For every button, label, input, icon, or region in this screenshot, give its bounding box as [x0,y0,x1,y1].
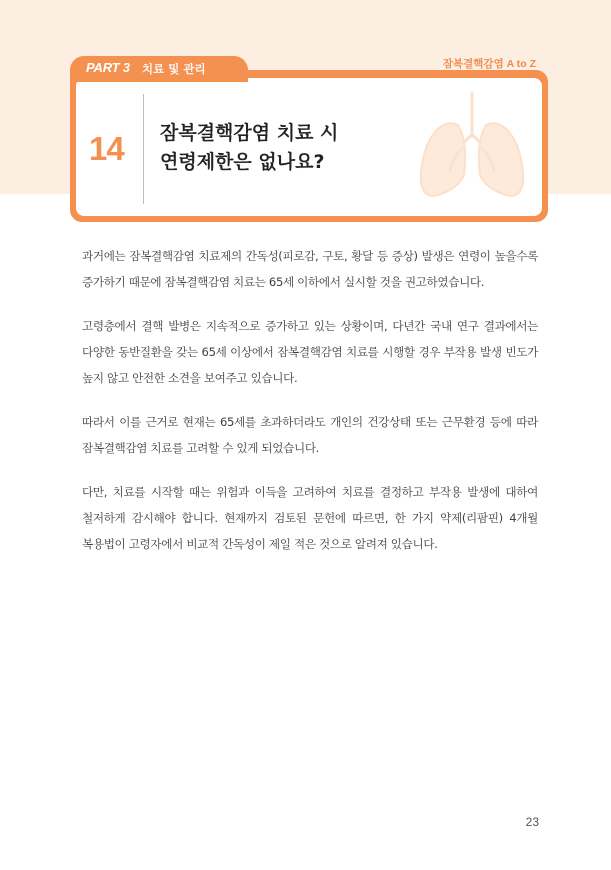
paragraph: 따라서 이를 근거로 현재는 65세를 초과하더라도 개인의 건강상태 또는 근무환경 등에 따라 잠복결핵감염 치료를 고려할 수 있게 되었습니다. [82,415,538,455]
part-tab [70,56,248,82]
question-title-line-2: 연령제한은 없나요? [160,151,325,173]
paragraph: 과거에는 잠복결핵감염 치료제의 간독성(피로감, 구토, 황달 등 증상) 발생은 연령이 높을수록 증가하기 때문에 잠복결핵감염 치료는 65세 이하에서 실시할 것을 권고하였습니다. [82,249,538,289]
page-number: 23 [525,815,539,829]
question-number: 14 [89,130,124,167]
question-title [160,119,420,177]
part-title: 치료 및 관리 [142,62,206,76]
paragraph: 다만, 치료를 시작할 때는 위험과 이득을 고려하여 치료를 결정하고 부작용 발생에 대하여 철저하게 감시해야 합니다. 현재까지 검토된 문헌에 따르면, 한 가지 약제(리팜핀) 4개월 복용법이 고령자에서 비교적 간독성이 제일 적은 것으로 알려져 있습니다. [82,485,538,551]
paragraph: 고령층에서 결핵 발병은 지속적으로 증가하고 있는 상황이며, 다년간 국내 연구 결과에서는 다양한 동반질환을 갖는 65세 이상에서 잠복결핵감염 치료를 시행할 경우 부작용 발생 빈도가 높지 않고 안전한 소견을 보여주고 있습니다. [82,319,538,385]
answer-body [82,243,538,575]
vertical-divider [143,94,144,204]
part-number: PART 3 [86,60,130,75]
series-title: 잠복결핵감염 A to Z [442,58,536,70]
question-title-line-1: 잠복결핵감염 치료 시 [160,122,339,144]
question-card [70,70,548,222]
lungs-icon [412,87,532,212]
question-card-body [76,78,542,216]
